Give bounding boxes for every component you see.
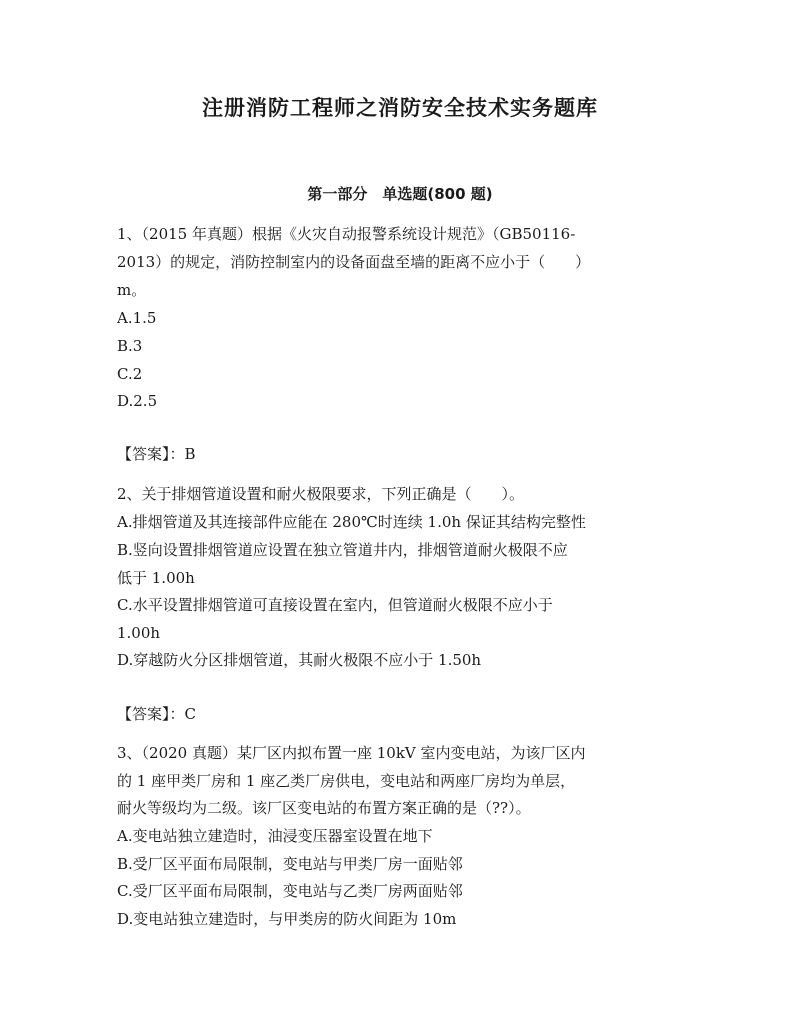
question-2-option-b-line-2: 低于 1.00h [117,569,195,587]
question-1-option-a: A.1.5 [117,309,157,327]
question-1-option-c: C.2 [117,365,143,383]
question-2-option-a: A.排烟管道及其连接部件应能在 280℃时连续 1.0h 保证其结构完整性 [117,513,586,531]
question-1-answer [117,444,196,464]
answer-value: B [184,445,196,463]
question-3-option-b: B.受厂区平面布局限制，变电站与甲类厂房一面贴邻 [117,855,463,873]
question-3-option-c: C.受厂区平面布局限制，变电站与乙类厂房两面贴邻 [117,882,463,900]
question-1-stem-line-1: 1、（2015 年真题）根据《火灾自动报警系统设计规范》（GB50116- [117,225,576,243]
question-3-stem-line-1: 3、（2020 真题）某厂区内拟布置一座 10kV 室内变电站，为该厂区内 [117,744,586,762]
question-1-stem-line-2: 2013）的规定，消防控制室内的设备面盘至墙的距离不应小于（ ） [117,253,591,271]
question-1-option-b: B.3 [117,337,143,355]
answer-label: 【答案】： [117,445,185,463]
question-2-answer [117,704,196,724]
question-2-option-d: D.穿越防火分区排烟管道，其耐火极限不应小于 1.50h [117,651,482,669]
answer-label: 【答案】： [117,705,185,723]
question-3-option-a: A.变电站独立建造时，油浸变压器室设置在地下 [117,827,433,845]
section-heading: 第一部分 单选题(800 题) [307,185,493,203]
question-1-stem-line-3: m。 [117,281,147,299]
question-3-option-d: D.变电站独立建造时，与甲类房的防火间距为 10m [117,910,457,928]
question-2-option-b-line-1: B.竖向设置排烟管道应设置在独立管道井内，排烟管道耐火极限不应 [117,541,568,559]
question-1-option-d: D.2.5 [117,392,158,410]
question-3-stem-line-3: 耐火等级均为二级。该厂区变电站的布置方案正确的是（??）。 [117,799,531,817]
document-title: 注册消防工程师之消防安全技术实务题库 [202,96,598,120]
question-3-stem-line-2: 的 1 座甲类厂房和 1 座乙类厂房供电，变电站和两座厂房均为单层， [117,772,576,790]
answer-value: C [184,705,196,723]
question-2-stem-line-1: 2、关于排烟管道设置和耐火极限要求，下列正确是（ ）。 [117,485,525,503]
question-2-option-c-line-2: 1.00h [117,624,161,642]
question-2-option-c-line-1: C.水平设置排烟管道可直接设置在室内，但管道耐火极限不应小于 [117,596,553,614]
